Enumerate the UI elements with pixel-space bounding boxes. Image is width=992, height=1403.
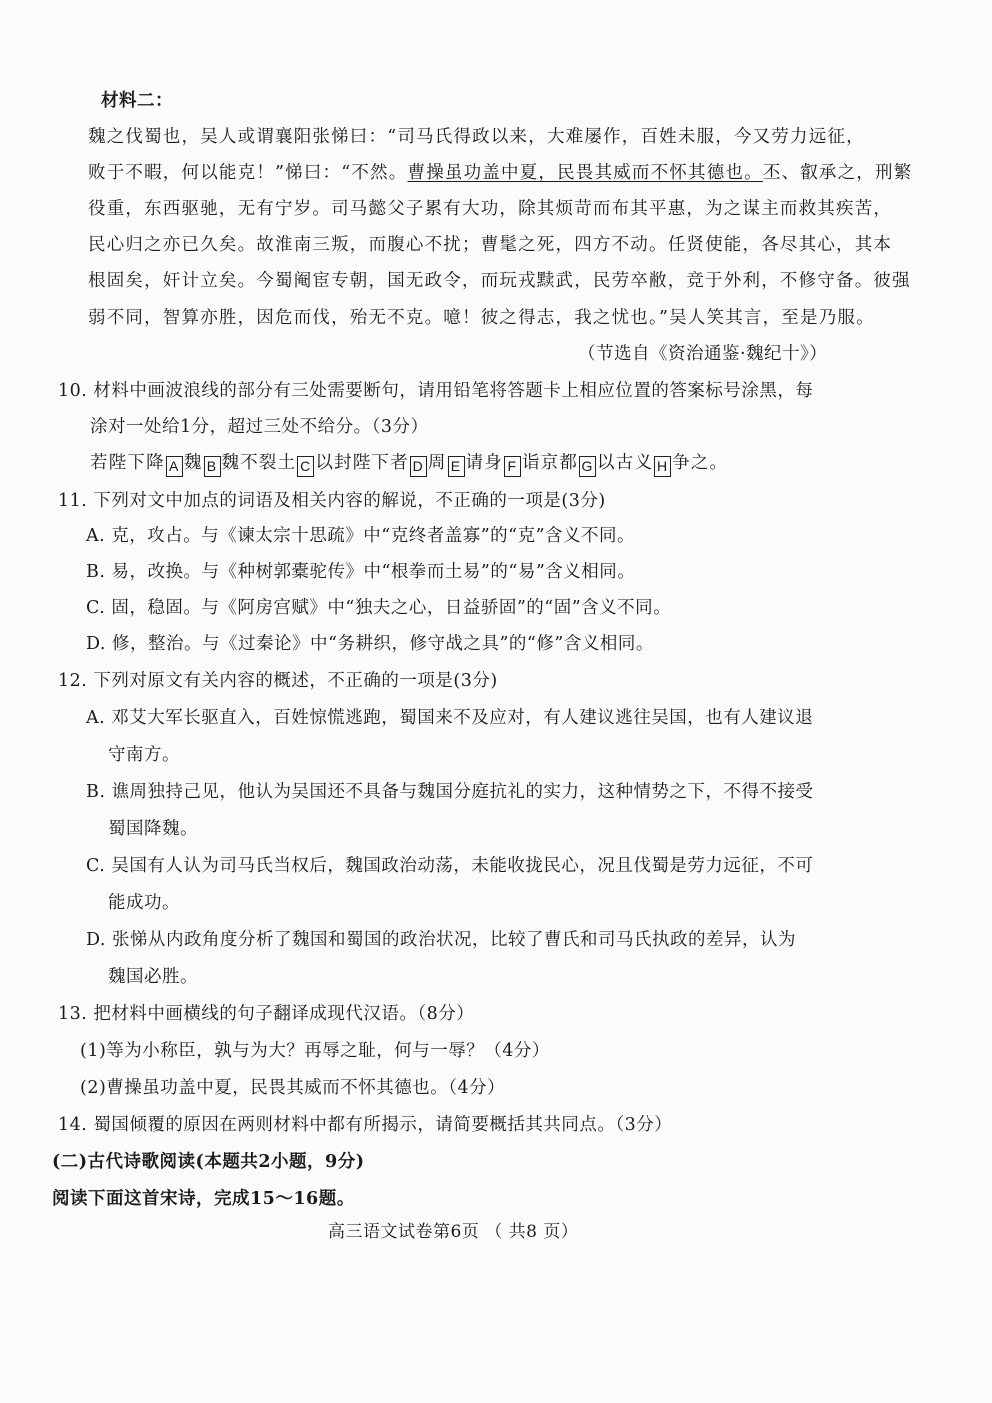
answer-box-b[interactable]: B	[204, 456, 221, 477]
q13-stem: 13. 把材料中画横线的句子翻译成现代汉语。（8分）	[58, 1004, 475, 1024]
q12-option-b: B. 谯周独持己见，他认为吴国还不具备与魏国分庭抗礼的实力，这种情势之下，不得不接受	[86, 782, 814, 802]
q10-sentence	[90, 452, 728, 477]
q10-seg: 魏不裂土	[221, 453, 297, 473]
q10-stem-line-2: 涂对一处给1分，超过三处不给分。（3分）	[90, 417, 429, 437]
answer-box-g[interactable]: G	[579, 456, 596, 477]
q13-item-2: (2)曹操虽功盖中夏，民畏其威而不怀其德也。（4分）	[80, 1078, 506, 1098]
q11-option-a: A. 克，攻占。与《谏太宗十思疏》中“克终者盖寡”的“克”含义不同。	[86, 526, 636, 546]
q10-stem-line-1: 10. 材料中画波浪线的部分有三处需要断句，请用铅笔将答题卡上相应位置的答案标号涂黑，每	[58, 381, 814, 401]
material-line-3: 役重，东西驱驰，无有宁岁。司马懿父子累有大功，除其烦苛而布其平惠，为之谋主而救其疾苦，	[88, 199, 893, 219]
underlined-sentence: 曹操虽功盖中夏，民畏其威而不怀其德也。	[407, 163, 763, 183]
q11-option-c: C. 固，稳固。与《阿房宫赋》中“独夫之心，日益骄固”的“固”含义不同。	[86, 598, 672, 618]
q10-seg: 周	[427, 453, 447, 473]
material-line-1: 魏之伐蜀也，吴人或谓襄阳张悌曰：“司马氏得政以来，大难屡作，百姓未服，今又劳力远征，	[88, 127, 865, 147]
q11-stem: 11. 下列对文中加点的词语及相关内容的解说，不正确的一项是(3分)	[58, 491, 606, 511]
q14-stem: 14. 蜀国倾覆的原因在两则材料中都有所揭示，请简要概括其共同点。（3分）	[58, 1115, 673, 1135]
q11-option-b: B. 易，改换。与《种树郭橐驼传》中“根拳而土易”的“易”含义相同。	[86, 562, 636, 582]
material-heading: 材料二：	[101, 91, 173, 111]
q10-seg: 若陛下降	[90, 453, 165, 473]
q12-option-a: A. 邓艾大军长驱直入，百姓惊慌逃跑，蜀国来不及应对，有人建议逃往吴国，也有人建议退	[86, 708, 814, 728]
answer-box-e[interactable]: E	[448, 456, 465, 477]
q12-option-b-cont: 蜀国降魏。	[108, 819, 198, 839]
material-line-2a: 败于不暇，何以能克！”悌曰：“不然。	[88, 163, 408, 183]
q10-seg: 请身	[465, 453, 503, 473]
q12-option-d-cont: 魏国必胜。	[108, 967, 198, 987]
material-line-2	[88, 162, 912, 184]
q10-seg: 诣京都	[521, 453, 579, 473]
q10-seg: 魏	[183, 453, 203, 473]
q12-option-c-cont: 能成功。	[108, 893, 180, 913]
answer-box-d[interactable]: D	[410, 456, 427, 477]
q13-item-1: (1)等为小称臣，孰与为大？再辱之耻，何与一辱？（4分）	[80, 1041, 550, 1061]
q11-option-d: D. 修，整治。与《过秦论》中“务耕织，修守战之具”的“修”含义相同。	[86, 634, 654, 654]
answer-box-f[interactable]: F	[504, 456, 521, 477]
material-line-5: 根固矣，奸计立矣。今蜀阉宦专朝，国无政令，而玩戎黩武，民劳卒敝，竞于外利，不修守备。彼强	[88, 271, 911, 291]
answer-box-h[interactable]: H	[654, 456, 671, 477]
q12-option-c: C. 吴国有人认为司马氏当权后，魏国政治动荡，未能收拢民心，况且伐蜀是劳力远征，不可	[86, 856, 814, 876]
section-instruction: 阅读下面这首宋诗，完成15～16题。	[52, 1189, 355, 1209]
answer-box-a[interactable]: A	[166, 456, 183, 477]
q10-seg: 以古义	[597, 453, 654, 473]
q10-seg: 争之。	[672, 453, 729, 473]
answer-box-c[interactable]: C	[297, 456, 314, 477]
section-title: (二)古代诗歌阅读(本题共2小题，9分)	[52, 1152, 365, 1172]
material-line-4: 民心归之亦已久矣。故淮南三叛，而腹心不扰；曹髦之死，四方不动。任贤使能，各尽其心，其本	[88, 235, 893, 255]
q12-option-a-cont: 守南方。	[108, 745, 180, 765]
page-footer: 高三语文试卷第6页 （ 共8 页）	[328, 1222, 579, 1242]
material-line-2c: 丕、叡承之，刑繁	[762, 163, 913, 183]
material-source: （节选自《资治通鉴·魏纪十》）	[578, 344, 828, 364]
q12-stem: 12. 下列对原文有关内容的概述，不正确的一项是(3分)	[58, 671, 498, 691]
q12-option-d: D. 张悌从内政角度分析了魏国和蜀国的政治状况，比较了曹氏和司马氏执政的差异，认为	[86, 930, 797, 950]
material-line-6: 弱不同，智算亦胜，因危而伐，殆无不克。噫！彼之得志，我之忧也。”吴人笑其言，至是乃服。	[88, 308, 875, 328]
q10-seg: 以封陛下者	[315, 453, 409, 473]
